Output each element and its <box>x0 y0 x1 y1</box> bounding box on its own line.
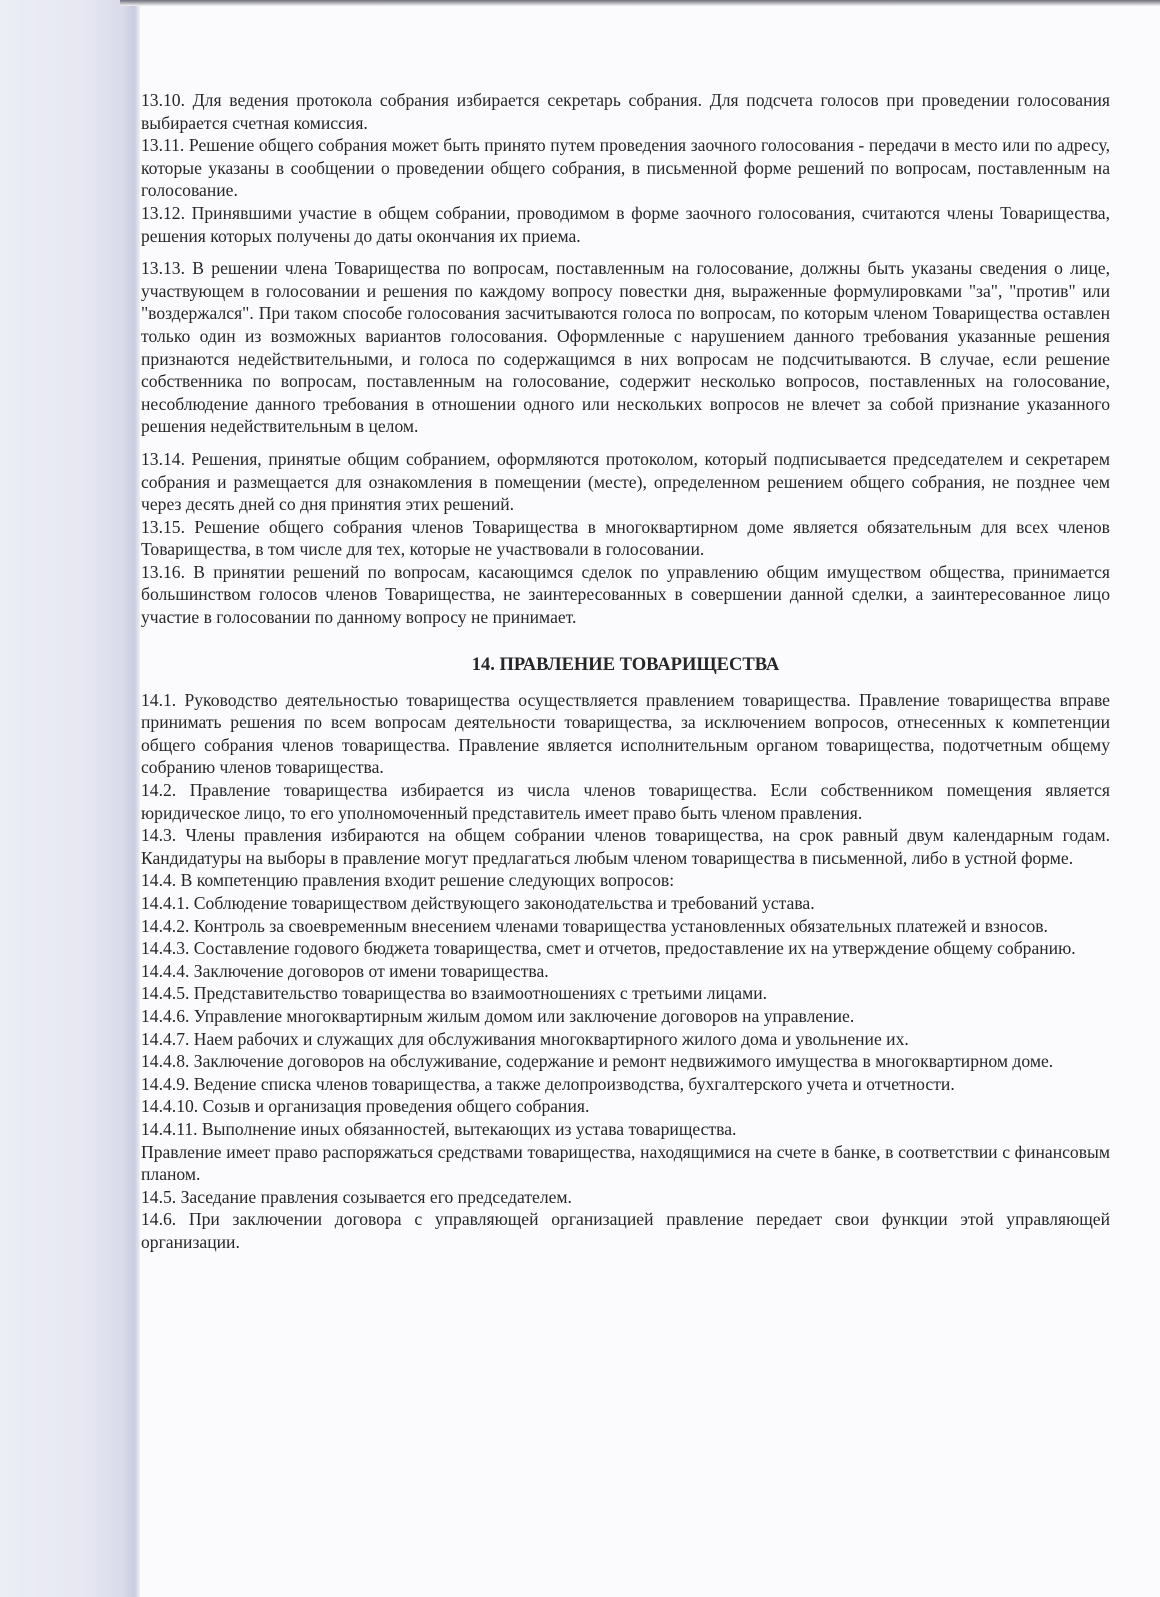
clause-14-4-10: 14.4.10. Созыв и организация проведения общего собрания. <box>141 1096 590 1117</box>
clause-14-4-11: 14.4.11. Выполнение иных обязанностей, вытекающих из устава товарищества. <box>141 1118 737 1139</box>
clause-13-14: 13.14. Решения, принятые общим собранием, оформляются протоколом, который подписывается председателем и секретарем собрания и размещается для ознакомления в помещении (месте), определенном решением общего собрания, не позднее чем через десять дней со дня принятия этих решений. <box>141 448 1110 515</box>
clause-14-4-8: 14.4.8. Заключение договоров на обслуживание, содержание и ремонт недвижимого имущества в многоквартирном доме. <box>141 1051 1054 1072</box>
clause-14-3: 14.3. Члены правления избираются на общем собрании членов товарищества, на срок равный двум календарным годам. Кандидатуры на выборы в правление могут предлагаться любым членом товарищества в письменной, либо в устной форме. <box>141 825 1110 868</box>
document-body <box>141 89 1110 1254</box>
clause-13-12: 13.12. Принявшими участие в общем собрании, проводимом в форме заочного голосования, считаются члены Товарищества, решения которых получены до даты окончания их приема. <box>141 202 1110 246</box>
clause-14-4-2: 14.4.2. Контроль за своевременным внесением членами товарищества установленных обязательных платежей и взносов. <box>141 915 1048 936</box>
clause-13-16: 13.16. В принятии решений по вопросам, касающимся сделок по управлению общим имуществом общества, принимается большинством голосов членов Товарищества, не заинтересованных в совершении данной сделки, а заинтересованное лицо участие в голосовании по данному вопросу не принимает. <box>141 561 1110 628</box>
clause-13-11: 13.11. Решение общего собрания может быть принято путем проведения заочного голосования - передачи в место или по адресу, которые указаны в сообщении о проведении общего собрания, в письменной форме решений по вопросам, поставленным на голосование. <box>141 135 1110 201</box>
clause-14-4-4: 14.4.4. Заключение договоров от имени товарищества. <box>141 960 549 981</box>
previous-page-bleed <box>0 0 140 1597</box>
board-funds-paragraph: Правление имеет право распоряжаться средствами товарищества, находящимися на счете в банке, в соответствии с финансовым планом. <box>141 1141 1110 1185</box>
clause-14-4: 14.4. В компетенцию правления входит решение следующих вопросов: <box>141 870 675 891</box>
clause-14-4-6: 14.4.6. Управление многоквартирным жилым домом или заключение договоров на управление. <box>141 1005 855 1026</box>
clause-14-6: 14.6. При заключении договора с управляющей организацией правление передает свои функции этой управляющей организации. <box>141 1209 1110 1252</box>
clause-14-2: 14.2. Правление товарищества избирается из числа членов товарищества. Если собственником помещения является юридическое лицо, то его уполномоченный представитель имеет право быть членом правления. <box>141 780 1110 823</box>
clause-14-4-7: 14.4.7. Наем рабочих и служащих для обслуживания многоквартирного жилого дома и увольнение их. <box>141 1028 909 1049</box>
clause-14-1: 14.1. Руководство деятельностью товарищества осуществляется правлением товарищества. Правление товарищества вправе принимать решения по всем вопросам деятельности товарищества, за исключением вопросов, отнесенных к компетенции общего собрания членов товарищества. Правление является исполнительным органом товарищества, подотчетным общему собранию членов товарищества. <box>141 689 1110 778</box>
scan-edge-shadow <box>120 0 1160 6</box>
section-heading: 14. ПРАВЛЕНИЕ ТОВАРИЩЕСТВА <box>471 654 780 675</box>
clause-14-4-3: 14.4.3. Составление годового бюджета товарищества, смет и отчетов, предоставление их на утверждение общему собранию. <box>141 938 1076 959</box>
clause-14-4-5: 14.4.5. Представительство товарищества во взаимоотношениях с третьими лицами. <box>141 983 768 1004</box>
clause-13-15: 13.15. Решение общего собрания членов Товарищества в многоквартирном доме является обязательным для всех членов Товарищества, в том числе для тех, которые не участвовали в голосовании. <box>141 516 1110 560</box>
clause-13-10: 13.10. Для ведения протокола собрания избирается секретарь собрания. Для подсчета голосов при проведении голосования выбирается счетная комиссия. <box>141 90 1110 133</box>
clause-13-13: 13.13. В решении члена Товарищества по вопросам, поставленным на голосование, должны быть указаны сведения о лице, участвующем в голосовании и решения по каждому вопросу повестки дня, выраженные формулировками "за", "против" или "воздержался". При таком способе голосования засчитываются голоса по вопросам, по которым членом Товарищества оставлен только один из возможных вариантов голосования. Оформленные с нарушением данного требования указанные решения признаются недействительными, и голоса по содержащимся в них вопросам не подсчитываются. В случае, если решение собственника по вопросам, поставленным на голосование, содержит несколько вопросов, поставленных на голосование, несоблюдение данного требования в отношении одного или нескольких вопросов не влечет за собой признание указанного решения недействительным в целом. <box>141 258 1110 437</box>
clause-14-4-1: 14.4.1. Соблюдение товариществом действующего законодательства и требований устава. <box>141 893 815 913</box>
clause-14-5: 14.5. Заседание правления созывается его председателем. <box>141 1186 572 1207</box>
clause-14-4-9: 14.4.9. Ведение списка членов товарищества, а также делопроизводства, бухгалтерского учета и отчетности. <box>141 1073 955 1094</box>
